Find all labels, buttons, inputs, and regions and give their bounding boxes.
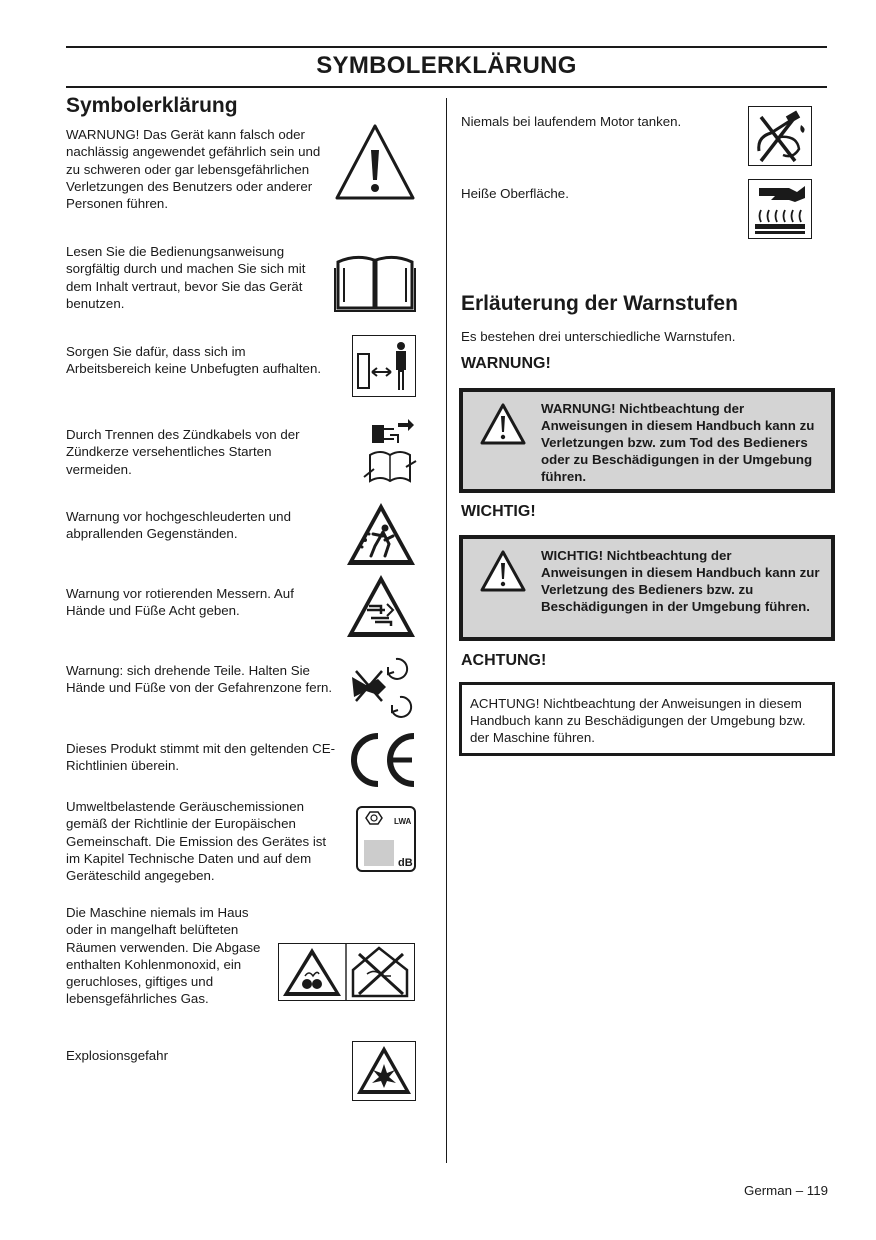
item-manual-text: Lesen Sie die Bedienungsanweisung sorgfältig durch und machen Sie sich mit dem Inhalt vertraut, bevor Sie das Gerät benutzen. — [66, 244, 306, 311]
column-divider — [446, 98, 447, 1163]
warnung-box — [459, 388, 835, 493]
page-number: German – 119 — [743, 1183, 828, 1198]
level-achtung-title: ACHTUNG! — [461, 652, 547, 669]
rotating-blades-icon — [345, 572, 417, 640]
warning-triangle-icon — [479, 402, 527, 451]
warn-levels-heading: Erläuterung der Warnstufen — [461, 292, 738, 315]
warnung-body: WARNUNG! Nichtbeachtung der Anweisungen in diesem Handbuch kann zu Verletzungen bzw. zum Tod des Bedieners oder zu Beschädigungen in der Umgebung führen. — [541, 401, 815, 484]
page-title: SYMBOLERKLÄRUNG — [316, 52, 577, 79]
thrown-objects-icon — [345, 500, 417, 568]
item-rotating-blades-text: Warnung vor rotierenden Messern. Auf Hände und Füße Acht geben. — [66, 586, 294, 619]
header-bottom-rule — [66, 86, 827, 88]
explosion-hazard-icon — [352, 1041, 416, 1101]
warning-triangle-icon — [333, 122, 417, 202]
item-bystanders-text: Sorgen Sie dafür, dass sich im Arbeitsbereich keine Unbefugten aufhalten. — [66, 344, 322, 377]
item-thrown-objects-text: Warnung vor hochgeschleuderten und abprallenden Gegenständen. — [66, 509, 291, 542]
safety-distance-icon — [352, 335, 416, 397]
level-wichtig-title: WICHTIG! — [461, 503, 536, 520]
warning-triangle-icon — [479, 549, 527, 598]
level-warnung-title: WARNUNG! — [461, 355, 551, 372]
rotating-parts-icon — [348, 655, 416, 721]
hot-surface-icon — [748, 179, 812, 239]
item-hot-surface-text: Heiße Oberfläche. — [461, 186, 569, 201]
item-warning-text: WARNUNG! Das Gerät kann falsch oder nachlässig angewendet gefährlich sein und zu schweren oder gar lebensgefährlichen Verletzungen des Benutzers oder anderer Personen führen. — [66, 127, 321, 212]
wichtig-body: WICHTIG! Nichtbeachtung der Anweisungen in diesem Handbuch kann zur Verletzung des Bedieners bzw. zu Beschädigungen in der Umgebung führen. — [541, 548, 820, 614]
no-refuel-icon — [748, 106, 812, 166]
left-heading: Symbolerklärung — [66, 94, 238, 117]
lwa-label: LWA — [394, 817, 412, 826]
warn-levels-intro: Es bestehen drei unterschiedliche Warnstufen. — [461, 329, 736, 344]
wichtig-box — [459, 535, 835, 641]
item-no-refuel-text: Niemals bei laufendem Motor tanken. — [461, 114, 682, 129]
item-noise-text: Umweltbelastende Geräuschemissionen gemäß der Richtlinie der Europäischen Gemeinschaft. Die Emission des Gerätes ist im Kapitel Technische Daten und auf dem Geräteschild angegeben. — [66, 799, 327, 884]
item-co-text: Die Maschine niemals im Haus oder in mangelhaft belüfteten Räumen verwenden. Die Abgase enthalten Kohlenmonoxid, ein geruchloses, giftiges und lebensgefährliches Gas. — [66, 905, 261, 1007]
carbon-monoxide-icon — [278, 943, 415, 1001]
achtung-box — [459, 682, 835, 756]
header-top-rule — [66, 46, 827, 48]
open-book-icon — [334, 252, 416, 312]
item-sparkplug-text: Durch Trennen des Zündkabels von der Zündkerze versehentliches Starten vermeiden. — [66, 427, 300, 477]
achtung-body: ACHTUNG! Nichtbeachtung der Anweisungen in diesem Handbuch kann zu Beschädigungen der Umgebung bzw. der Maschine führen. — [470, 696, 806, 745]
item-rotating-parts-text: Warnung: sich drehende Teile. Halten Sie Hände und Füße von der Gefahrenzone fern. — [66, 663, 333, 696]
noise-emission-icon — [356, 806, 416, 872]
ce-label: CE — [346, 730, 348, 731]
db-label: dB — [398, 857, 413, 869]
ce-mark-icon — [346, 730, 418, 790]
item-explosion-text: Explosionsgefahr — [66, 1048, 169, 1063]
spark-plug-disconnect-icon — [360, 415, 418, 487]
item-ce-text: Dieses Produkt stimmt mit den geltenden CE-Richtlinien überein. — [66, 741, 336, 774]
